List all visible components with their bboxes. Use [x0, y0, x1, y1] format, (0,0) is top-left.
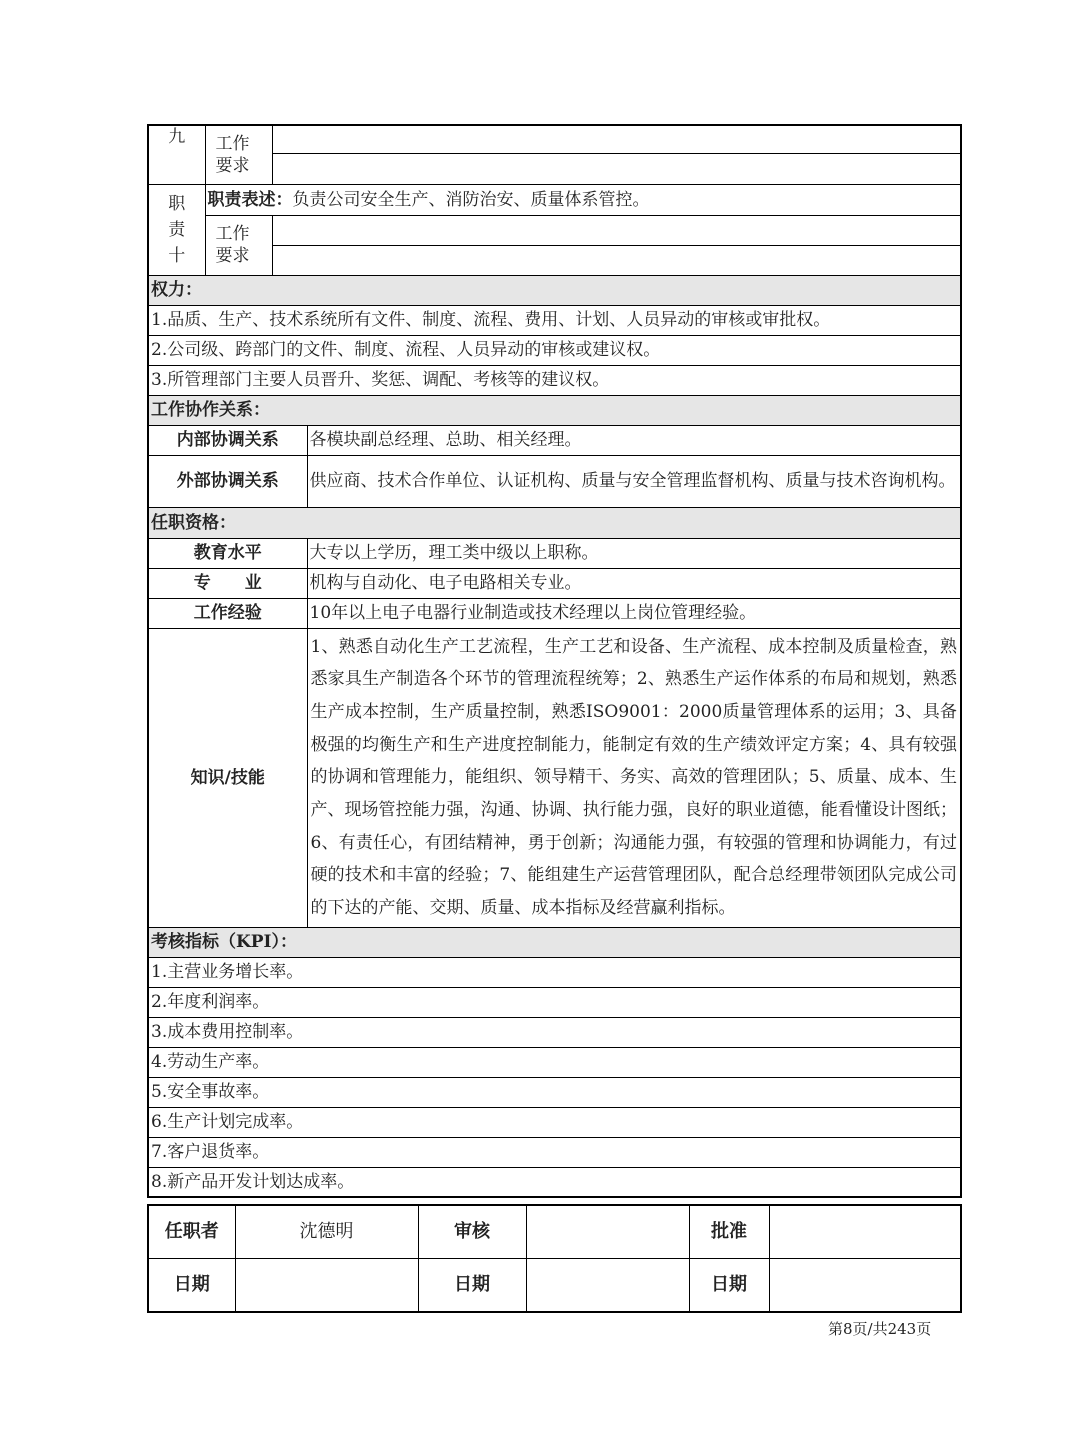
duty10-work-req-line2	[272, 245, 961, 275]
internal-relation-value: 各模块副总经理、总助、相关经理。	[307, 425, 961, 455]
page-number: 第8页/共243页	[828, 1320, 932, 1338]
major-label: 专 业	[148, 568, 307, 598]
experience-label: 工作经验	[148, 598, 307, 628]
approve-date-label: 日期	[689, 1259, 769, 1313]
kpi-item: 3.成本费用控制率。	[148, 1017, 961, 1047]
duty10-work-req-label: 工作 要求	[205, 215, 272, 275]
power-item: 3.所管理部门主要人员晋升、奖惩、调配、考核等的建议权。	[148, 365, 961, 395]
holder-date-value	[235, 1259, 418, 1313]
approve-label: 批准	[689, 1205, 769, 1259]
kpi-item: 1.主营业务增长率。	[148, 957, 961, 987]
signature-table	[147, 1204, 962, 1313]
kpi-title: 考核指标（KPI）：	[148, 927, 961, 957]
kpi-item: 5.安全事故率。	[148, 1077, 961, 1107]
power-item: 1.品质、生产、技术系统所有文件、制度、流程、费用、计划、人员异动的审核或审批权。	[148, 305, 961, 335]
duty10-desc-text: 负责公司安全生产、消防治安、质量体系管控。	[292, 189, 650, 210]
skills-value: 1、熟悉自动化生产工艺流程，生产工艺和设备、生产流程、成本控制及质量检查，熟悉家具生产制造各个环节的管理流程统筹；2、熟悉生产运作体系的布局和规划，熟悉生产成本控制，生产质量控制，熟悉ISO9001：2000质量管理体系的运用；3、具备极强的均衡生产和生产进度控制能力，能制定有效的生产绩效评定方案；4、具有较强的协调和管理能力，能组织、领导精干、务实、高效的管理团队；5、质量、成本、生产、现场管控能力强，沟通、协调、执行能力强，良好的职业道德，能看懂设计图纸；6、有责任心，有团结精神，勇于创新；沟通能力强，有较强的管理和协调能力，有过硬的技术和丰富的经验；7、能组建生产运营管理团队，配合总经理带领团队完成公司的下达的产能、交期、质量、成本指标及经营赢利指标。	[307, 628, 961, 927]
kpi-item: 4.劳动生产率。	[148, 1047, 961, 1077]
duty9-work-req-label: 工作 要求	[205, 125, 272, 184]
power-title: 权力：	[148, 275, 961, 305]
qualification-title: 任职资格：	[148, 507, 961, 538]
duty10-char-1: 职	[168, 193, 186, 214]
duty10-char-2: 责	[168, 219, 186, 240]
kpi-item: 2.年度利润率。	[148, 987, 961, 1017]
major-value: 机构与自动化、电子电路相关专业。	[307, 568, 961, 598]
external-relation-value: 供应商、技术合作单位、认证机构、质量与安全管理监督机构、质量与技术咨询机构。	[307, 455, 961, 507]
duty10-work-req-line1	[272, 215, 961, 245]
review-value	[526, 1205, 689, 1259]
duty9-label: 九	[148, 125, 205, 184]
holder-date-label: 日期	[148, 1259, 235, 1313]
holder-value: 沈德明	[235, 1205, 418, 1259]
duty10-label	[148, 184, 205, 275]
duty10-char-3: 十	[168, 245, 186, 266]
job-description-table	[147, 124, 962, 1198]
kpi-item: 6.生产计划完成率。	[148, 1107, 961, 1137]
duty10-desc-label: 职责表述：	[207, 189, 293, 210]
review-date-label: 日期	[418, 1259, 526, 1313]
external-relation-label: 外部协调关系	[148, 455, 307, 507]
review-label: 审核	[418, 1205, 526, 1259]
duty9-work-req-line1	[272, 125, 961, 153]
kpi-item: 7.客户退货率。	[148, 1137, 961, 1167]
duty10-description	[205, 184, 961, 215]
approve-value	[769, 1205, 961, 1259]
kpi-item: 8.新产品开发计划达成率。	[148, 1167, 961, 1197]
experience-value: 10年以上电子电器行业制造或技术经理以上岗位管理经验。	[307, 598, 961, 628]
holder-label: 任职者	[148, 1205, 235, 1259]
power-item: 2.公司级、跨部门的文件、制度、流程、人员异动的审核或建议权。	[148, 335, 961, 365]
internal-relation-label: 内部协调关系	[148, 425, 307, 455]
skills-label: 知识/技能	[148, 628, 307, 927]
review-date-value	[526, 1259, 689, 1313]
education-label: 教育水平	[148, 538, 307, 568]
approve-date-value	[769, 1259, 961, 1313]
duty9-work-req-line2	[272, 153, 961, 184]
education-value: 大专以上学历，理工类中级以上职称。	[307, 538, 961, 568]
cooperation-title: 工作协作关系：	[148, 395, 961, 425]
